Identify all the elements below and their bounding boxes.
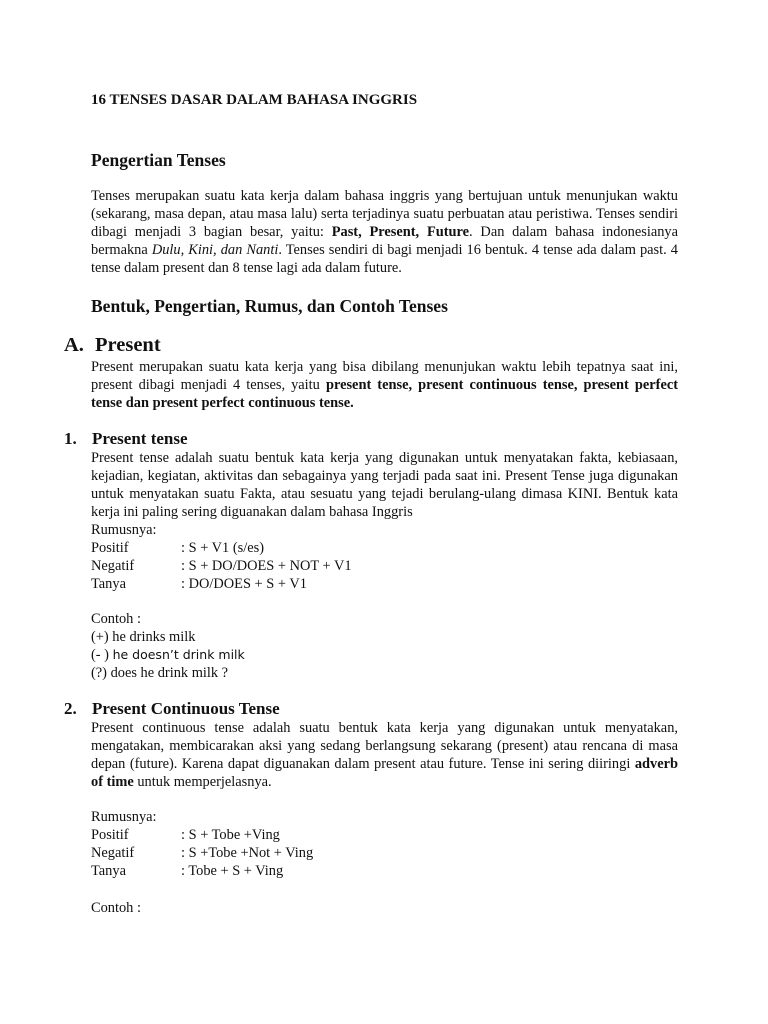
formula-label: Positif bbox=[91, 540, 129, 556]
formula-label: Positif bbox=[91, 827, 129, 843]
example-question: (?) does he drink milk ? bbox=[91, 665, 229, 681]
present-tense-rumus bbox=[91, 521, 352, 593]
present-intro-text: Present merupakan suatu kata kerja yang bisa dibilang menunjukan waktu lebih tepatnya saat ini, present dibagi menjadi 4 tenses, yaitu bbox=[91, 359, 678, 393]
continuous-text-2: untuk memperjelasnya. bbox=[133, 774, 272, 790]
part-a-heading bbox=[64, 334, 161, 357]
continuous-heading bbox=[64, 699, 280, 719]
present-tense-heading bbox=[64, 429, 188, 449]
pengertian-paragraph bbox=[91, 187, 678, 277]
continuous-rumus bbox=[91, 808, 313, 880]
formula-value: : DO/DOES + S + V1 bbox=[181, 576, 307, 592]
formula-row bbox=[91, 557, 352, 575]
pengertian-text-2: . Dan dalam bahasa indonesianya bermakna bbox=[91, 224, 678, 258]
example-negative-text: he doesn’t drink milk bbox=[112, 647, 245, 662]
pengertian-bold: Past, Present, Future bbox=[331, 224, 470, 240]
document-title: 16 TENSES DASAR DALAM BAHASA INGGRIS bbox=[91, 92, 418, 108]
formula-value: : S + DO/DOES + NOT + V1 bbox=[181, 558, 352, 574]
formula-value: : S + V1 (s/es) bbox=[181, 540, 265, 556]
example-positive: (+) he drinks milk bbox=[91, 629, 196, 645]
formula-row bbox=[91, 844, 313, 862]
formula-label: Tanya bbox=[91, 863, 126, 879]
formula-label: Negatif bbox=[91, 558, 135, 574]
contoh-label: Contoh : bbox=[91, 900, 141, 916]
continuous-paragraph bbox=[91, 719, 678, 791]
rumus-label: Rumusnya: bbox=[91, 522, 157, 538]
continuous-number: 2. bbox=[64, 699, 77, 718]
formula-label: Negatif bbox=[91, 845, 135, 861]
continuous-text-1: Present continuous tense adalah suatu bentuk kata kerja yang digunakan untuk menyatakan, mengatakan, membicarakan aksi yang sedang berlangsung sekarang (present) atau rencana di masa depan (future). Karena dapat diguanakan dalam present atau future. Tense ini sering diiringi bbox=[91, 720, 678, 772]
present-intro-paragraph bbox=[91, 358, 678, 412]
example-negative-prefix: (- ) bbox=[91, 647, 113, 663]
present-tense-title: Present tense bbox=[92, 429, 188, 448]
continuous-examples bbox=[91, 899, 141, 917]
formula-row bbox=[91, 539, 352, 557]
part-a-letter: A. bbox=[64, 334, 84, 356]
present-intro-bold: present tense, present continuous tense, present perfect tense dan present perfect continuous tense. bbox=[91, 377, 679, 411]
present-tense-number: 1. bbox=[64, 429, 77, 448]
pengertian-italic: Dulu, Kini, dan Nanti bbox=[151, 242, 279, 258]
continuous-bold: adverb of time bbox=[91, 756, 678, 790]
continuous-title: Present Continuous Tense bbox=[92, 699, 280, 718]
formula-value: : Tobe + S + Ving bbox=[181, 863, 284, 879]
pengertian-text-3: . Tenses sendiri di bagi menjadi 16 bentuk. 4 tense ada dalam past. 4 tense dalam present dan 8 tense lagi ada dalam future. bbox=[91, 242, 679, 276]
contoh-label: Contoh : bbox=[91, 611, 141, 627]
part-a-title: Present bbox=[95, 334, 161, 356]
present-tense-paragraph: Present tense adalah suatu bentuk kata kerja yang digunakan untuk menyatakan fakta, kebiasaan, kejadian, kegiatan, aktivitas dan sebagainya yang terjadi pada saat ini. Present Tense juga digunakan untuk menyatakan suatu Fakta, atau sesuatu yang tejadi berulang-ulang dimasa KINI. Bentuk kata kerja ini paling sering diguanakan dalam bahasa Inggris bbox=[91, 450, 678, 520]
formula-row bbox=[91, 862, 313, 880]
formula-value: : S +Tobe +Not + Ving bbox=[181, 845, 314, 861]
rumus-label: Rumusnya: bbox=[91, 809, 157, 825]
formula-row bbox=[91, 826, 313, 844]
pengertian-heading: Pengertian Tenses bbox=[91, 150, 226, 170]
example-negative bbox=[91, 646, 245, 664]
bentuk-heading: Bentuk, Pengertian, Rumus, dan Contoh Tenses bbox=[91, 296, 448, 316]
pengertian-text-1: Tenses merupakan suatu kata kerja dalam bahasa inggris yang bertujuan untuk menunjukan waktu (sekarang, masa depan, atau masa lalu) serta terjadinya suatu perbuatan atau peristiwa. Tenses sendiri dibagi menjadi 3 bagian besar, yaitu: bbox=[91, 188, 678, 240]
formula-value: : S + Tobe +Ving bbox=[181, 827, 280, 843]
formula-row bbox=[91, 575, 352, 593]
formula-label: Tanya bbox=[91, 576, 126, 592]
present-tense-examples bbox=[91, 610, 245, 682]
